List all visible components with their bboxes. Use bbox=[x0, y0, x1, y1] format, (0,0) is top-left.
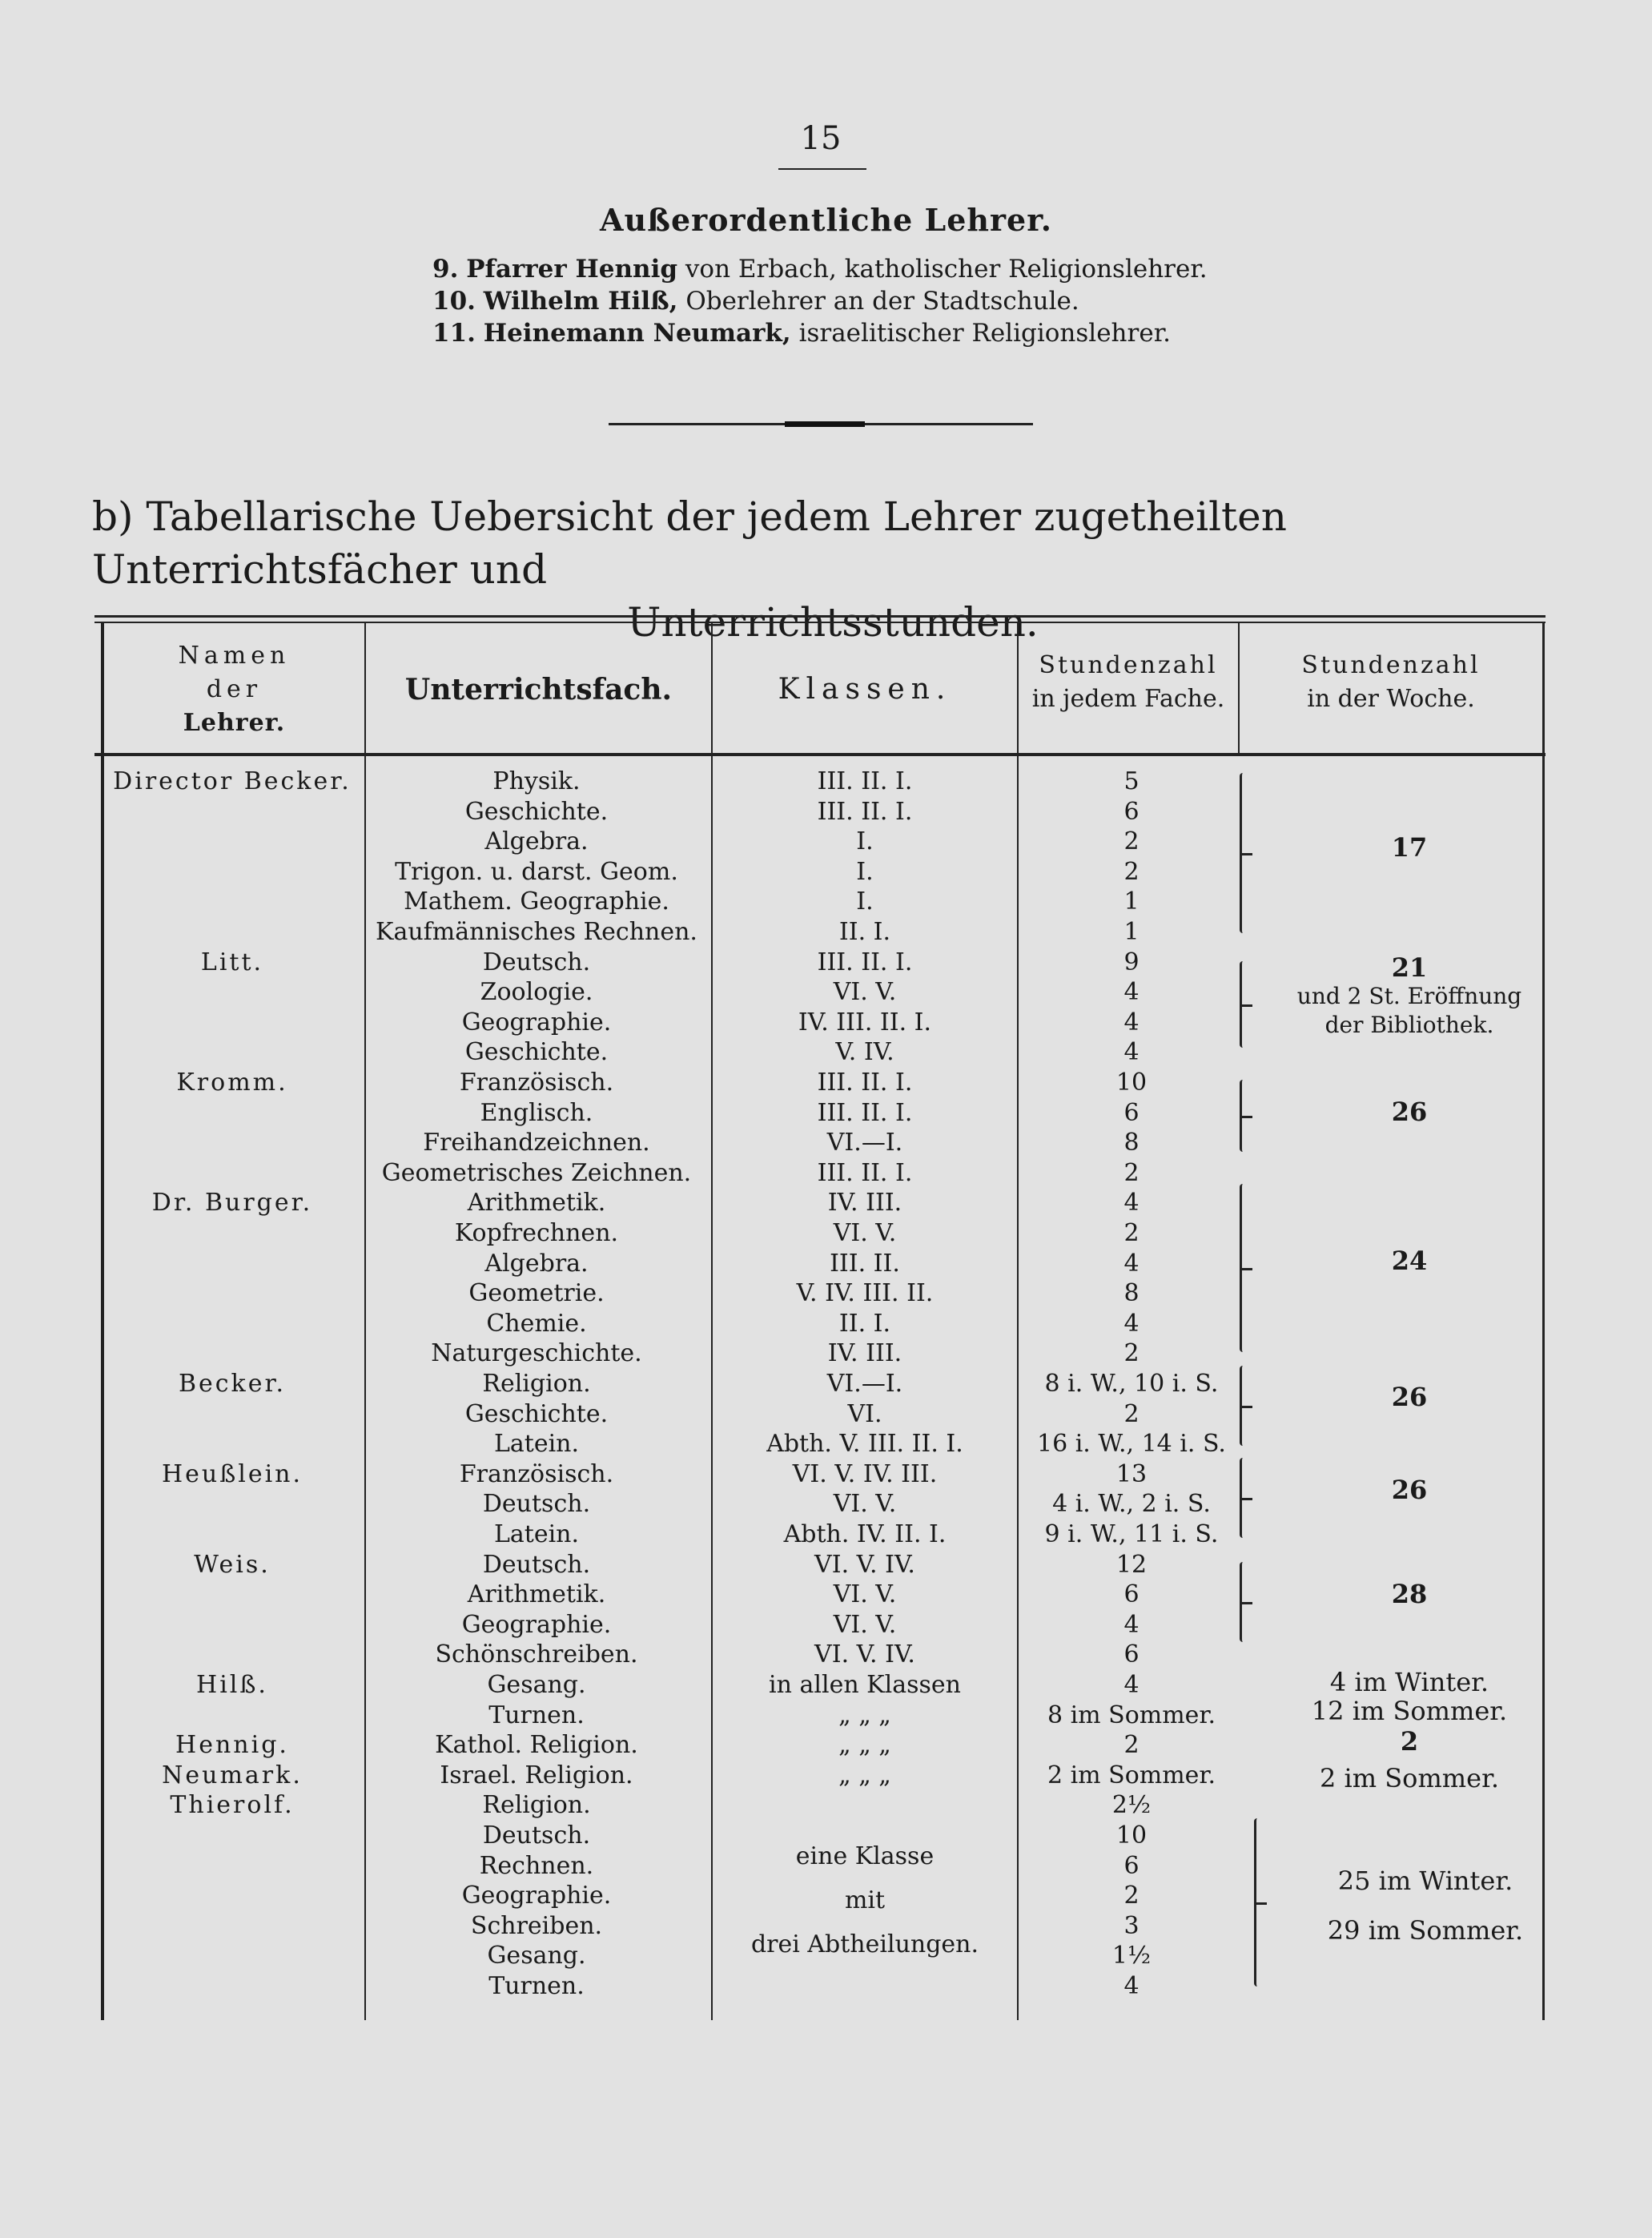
hours-cell: 1 bbox=[1123, 918, 1140, 946]
subject-cell: Deutsch. bbox=[482, 1490, 591, 1518]
hours-cell: 6 bbox=[1123, 1640, 1140, 1668]
hours-cell: 2 bbox=[1123, 827, 1140, 855]
table-right-border bbox=[1542, 622, 1545, 2020]
classes-cell: V. IV. III. II. bbox=[796, 1279, 934, 1307]
page-number-rule bbox=[778, 168, 866, 170]
classes-cell: I. bbox=[856, 858, 874, 886]
header-hours-per-subject bbox=[1019, 649, 1238, 716]
classes-cell: III. II. bbox=[830, 1250, 900, 1278]
teacher-number: 11. bbox=[432, 319, 476, 348]
weekly-total: 17 bbox=[1391, 832, 1428, 863]
classes-cell: VI.—I. bbox=[826, 1370, 903, 1398]
teacher-name-cell: Dr. Burger. bbox=[151, 1189, 313, 1217]
subject-cell: Geographie. bbox=[461, 1882, 612, 1910]
hours-cell: 9 bbox=[1123, 948, 1140, 976]
hours-cell: 2 bbox=[1123, 1219, 1140, 1247]
header-classes: Klassen. bbox=[778, 673, 952, 706]
section-title: Außerordentliche Lehrer. bbox=[600, 202, 1052, 238]
classes-cell: III. II. I. bbox=[817, 1159, 913, 1187]
weekly-total: 24 bbox=[1391, 1246, 1428, 1276]
weekly-total: 2 bbox=[1400, 1726, 1419, 1757]
weekly-total: 26 bbox=[1391, 1382, 1428, 1412]
classes-cell: VI. bbox=[847, 1400, 882, 1428]
subject-cell: Geographie. bbox=[461, 1611, 612, 1639]
subject-cell: Französisch. bbox=[459, 1069, 614, 1097]
subject-cell: Kaufmännisches Rechnen. bbox=[376, 918, 697, 946]
subject-cell: Algebra. bbox=[484, 827, 589, 855]
header-hours-per-subject-line2: in jedem Fache. bbox=[1031, 685, 1225, 713]
hours-cell: 2½ bbox=[1111, 1791, 1152, 1819]
classes-cell: IV. III. II. I. bbox=[798, 1008, 932, 1036]
classes-cell: II. I. bbox=[838, 918, 891, 946]
classes-cell: IV. III. bbox=[827, 1189, 902, 1217]
header-name bbox=[104, 639, 364, 740]
hours-cell: 2 bbox=[1123, 1159, 1140, 1187]
teacher-description: von Erbach, katholischer Religionslehrer. bbox=[685, 255, 1208, 284]
teacher-name-cell: Weis. bbox=[194, 1551, 271, 1579]
subject-cell: Religion. bbox=[482, 1791, 591, 1819]
hours-cell: 2 bbox=[1123, 1400, 1140, 1428]
subject-cell: Geometrie. bbox=[468, 1279, 605, 1307]
table-top-rule-inner bbox=[94, 622, 1545, 623]
teacher-number: 10. bbox=[432, 287, 476, 316]
teacher-name: Pfarrer Hennig bbox=[466, 255, 678, 284]
weekly-total: 26 bbox=[1391, 1097, 1428, 1127]
header-name-line2: der bbox=[206, 675, 263, 703]
hours-cell: 4 bbox=[1123, 1038, 1140, 1066]
subject-cell: Arithmetik. bbox=[467, 1580, 606, 1608]
table-top-rule bbox=[94, 615, 1545, 618]
subject-cell: Schreiben. bbox=[470, 1912, 603, 1940]
hours-cell: 16 i. W., 14 i. S. bbox=[1037, 1430, 1226, 1458]
teacher-number: 9. bbox=[432, 255, 459, 284]
teacher-name-cell: Becker. bbox=[178, 1370, 287, 1398]
hours-cell: 4 bbox=[1123, 1611, 1140, 1639]
header-hours-per-week-line2: in der Woche. bbox=[1307, 685, 1475, 713]
classes-cell: „ „ „ bbox=[838, 1761, 891, 1789]
thierolf-classes-line1: eine Klasse bbox=[795, 1842, 935, 1870]
hours-cell: 4 bbox=[1123, 978, 1140, 1006]
teacher-name-cell: Neumark. bbox=[162, 1761, 303, 1789]
hours-cell: 5 bbox=[1123, 767, 1140, 795]
subject-cell: Geschichte. bbox=[464, 1038, 609, 1066]
hours-cell: 1 bbox=[1123, 888, 1140, 916]
classes-cell: VI. V. IV. bbox=[814, 1640, 915, 1668]
subject-cell: Deutsch. bbox=[482, 1821, 591, 1850]
extra-teacher-line bbox=[432, 287, 1079, 316]
teacher-name-cell: Hennig. bbox=[175, 1731, 289, 1759]
classes-cell: „ „ „ bbox=[838, 1701, 891, 1729]
hours-cell: 8 bbox=[1123, 1129, 1140, 1157]
weekly-total: 4 im Winter. bbox=[1329, 1667, 1489, 1697]
subject-cell: Mathem. Geographie. bbox=[404, 888, 669, 916]
teacher-name-cell: Hilß. bbox=[196, 1671, 268, 1699]
table-header-rule bbox=[94, 753, 1545, 756]
weekly-total-note: und 2 St. Eröffnung bbox=[1296, 983, 1522, 1009]
classes-cell: Abth. IV. II. I. bbox=[783, 1520, 947, 1548]
extra-teacher-line bbox=[432, 319, 1171, 348]
table-heading-line1: b) Tabellarische Uebersicht der jedem Lehrer zugetheilten Unterrichtsfächer und bbox=[92, 493, 1287, 593]
hours-cell: 2 im Sommer. bbox=[1047, 1761, 1216, 1789]
subject-cell: Turnen. bbox=[488, 1972, 585, 2000]
weekly-total: 21 bbox=[1391, 952, 1428, 983]
hours-cell: 4 bbox=[1123, 1189, 1140, 1217]
hours-cell: 6 bbox=[1123, 1580, 1140, 1608]
classes-cell: III. II. I. bbox=[817, 798, 913, 826]
hours-cell: 2 bbox=[1123, 1882, 1140, 1910]
classes-cell: V. IV. bbox=[835, 1038, 894, 1066]
header-hours-per-subject-line1: Stundenzahl bbox=[1039, 651, 1218, 679]
subject-cell: Chemie. bbox=[486, 1310, 587, 1338]
subject-cell: Turnen. bbox=[488, 1701, 585, 1729]
hours-cell: 2 bbox=[1123, 1731, 1140, 1759]
hours-cell: 2 bbox=[1123, 858, 1140, 886]
classes-cell: VI.—I. bbox=[826, 1129, 903, 1157]
hours-cell: 2 bbox=[1123, 1339, 1140, 1367]
subject-cell: Geschichte. bbox=[464, 1400, 609, 1428]
extra-teacher-line bbox=[432, 255, 1208, 284]
teacher-description: Oberlehrer an der Stadtschule. bbox=[685, 287, 1079, 316]
weekly-total: 25 im Winter. bbox=[1337, 1866, 1513, 1896]
weekly-total: 29 im Sommer. bbox=[1327, 1915, 1524, 1946]
hours-cell: 8 i. W., 10 i. S. bbox=[1044, 1370, 1219, 1398]
hours-cell: 6 bbox=[1123, 798, 1140, 826]
hours-cell: 4 bbox=[1123, 1250, 1140, 1278]
hours-cell: 4 bbox=[1123, 1671, 1140, 1699]
section-separator-center bbox=[785, 421, 865, 427]
hours-cell: 1½ bbox=[1111, 1942, 1152, 1970]
weekly-total: 12 im Sommer. bbox=[1311, 1696, 1508, 1726]
subject-cell: Religion. bbox=[482, 1370, 591, 1398]
classes-cell: II. I. bbox=[838, 1310, 891, 1338]
classes-cell: I. bbox=[856, 827, 874, 855]
teacher-name: Wilhelm Hilß, bbox=[483, 287, 678, 316]
hours-cell: 8 im Sommer. bbox=[1047, 1701, 1216, 1729]
thierolf-classes-line2: mit bbox=[844, 1886, 886, 1914]
teacher-name-cell: Kromm. bbox=[176, 1069, 288, 1097]
subject-cell: Physik. bbox=[492, 767, 581, 795]
classes-cell: VI. V. bbox=[833, 1490, 897, 1518]
teacher-name-cell: Heußlein. bbox=[161, 1460, 303, 1488]
weekly-total: 26 bbox=[1391, 1475, 1428, 1505]
subject-cell: Englisch. bbox=[480, 1099, 593, 1127]
subject-cell: Latein. bbox=[493, 1430, 580, 1458]
hours-cell: 6 bbox=[1123, 1852, 1140, 1880]
weekly-total: 2 im Sommer. bbox=[1319, 1763, 1500, 1793]
page-number: 15 bbox=[800, 120, 842, 157]
subject-cell: Gesang. bbox=[487, 1942, 586, 1970]
classes-cell: VI. V. IV. III. bbox=[792, 1460, 938, 1488]
classes-cell: III. II. I. bbox=[817, 1099, 913, 1127]
subject-cell: Kathol. Religion. bbox=[435, 1731, 638, 1759]
subject-cell: Gesang. bbox=[487, 1671, 586, 1699]
classes-cell: I. bbox=[856, 888, 874, 916]
classes-cell: „ „ „ bbox=[838, 1731, 891, 1759]
table-heading bbox=[92, 490, 1574, 649]
teacher-name: Heinemann Neumark, bbox=[483, 319, 791, 348]
subject-cell: Französisch. bbox=[459, 1460, 614, 1488]
hours-cell: 4 bbox=[1123, 1972, 1140, 2000]
classes-cell: VI. V. bbox=[833, 1580, 897, 1608]
header-subject: Unterrichtsfach. bbox=[404, 673, 673, 706]
hours-cell: 10 bbox=[1115, 1069, 1148, 1097]
hours-cell: 6 bbox=[1123, 1099, 1140, 1127]
hours-cell: 9 i. W., 11 i. S. bbox=[1044, 1520, 1219, 1548]
subject-cell: Naturgeschichte. bbox=[431, 1339, 642, 1367]
hours-cell: 4 bbox=[1123, 1310, 1140, 1338]
subject-cell: Rechnen. bbox=[479, 1852, 594, 1880]
subject-cell: Geschichte. bbox=[464, 798, 609, 826]
teacher-name-cell: Director Becker. bbox=[113, 767, 352, 795]
hours-cell: 4 i. W., 2 i. S. bbox=[1052, 1490, 1211, 1518]
header-name-line3: Lehrer. bbox=[183, 709, 286, 737]
subject-cell: Schönschreiben. bbox=[435, 1640, 638, 1668]
hours-cell: 3 bbox=[1123, 1912, 1140, 1940]
group-brace bbox=[1254, 1818, 1280, 1986]
hours-cell: 12 bbox=[1115, 1551, 1148, 1579]
subject-cell: Deutsch. bbox=[482, 1551, 591, 1579]
subject-cell: Kopfrechnen. bbox=[454, 1219, 619, 1247]
teacher-description: israelitischer Religionslehrer. bbox=[798, 319, 1171, 348]
teacher-name-cell: Litt. bbox=[200, 948, 264, 976]
subject-cell: Algebra. bbox=[484, 1250, 589, 1278]
brace-tip bbox=[1256, 1902, 1267, 1905]
weekly-total-note: der Bibliothek. bbox=[1324, 1012, 1494, 1038]
classes-cell: VI. V. IV. bbox=[814, 1551, 915, 1579]
subject-cell: Geographie. bbox=[461, 1008, 612, 1036]
subject-cell: Zoologie. bbox=[480, 978, 593, 1006]
subject-cell: Israel. Religion. bbox=[440, 1761, 633, 1789]
classes-cell: VI. V. bbox=[833, 978, 897, 1006]
classes-cell: VI. V. bbox=[833, 1611, 897, 1639]
header-name-line1: Namen bbox=[178, 642, 291, 670]
subject-cell: Latein. bbox=[493, 1520, 580, 1548]
classes-cell: VI. V. bbox=[833, 1219, 897, 1247]
classes-cell: III. II. I. bbox=[817, 767, 913, 795]
subject-cell: Trigon. u. darst. Geom. bbox=[395, 858, 678, 886]
classes-cell: IV. III. bbox=[827, 1339, 902, 1367]
classes-cell: III. II. I. bbox=[817, 1069, 913, 1097]
hours-cell: 13 bbox=[1115, 1460, 1148, 1488]
weekly-total: 28 bbox=[1391, 1579, 1428, 1609]
hours-cell: 10 bbox=[1115, 1821, 1148, 1850]
header-hours-per-week-line1: Stundenzahl bbox=[1301, 651, 1481, 679]
classes-cell: Abth. V. III. II. I. bbox=[766, 1430, 963, 1458]
thierolf-classes-line3: drei Abtheilungen. bbox=[750, 1930, 979, 1958]
hours-cell: 8 bbox=[1123, 1279, 1140, 1307]
classes-cell: in allen Klassen bbox=[769, 1671, 961, 1699]
teacher-name-cell: Thierolf. bbox=[170, 1791, 295, 1819]
hours-cell: 4 bbox=[1123, 1008, 1140, 1036]
classes-cell: III. II. I. bbox=[817, 948, 913, 976]
subject-cell: Deutsch. bbox=[482, 948, 591, 976]
header-hours-per-week bbox=[1240, 649, 1542, 716]
subject-cell: Freihandzeichnen. bbox=[423, 1129, 650, 1157]
subject-cell: Geometrisches Zeichnen. bbox=[381, 1159, 692, 1187]
subject-cell: Arithmetik. bbox=[467, 1189, 606, 1217]
